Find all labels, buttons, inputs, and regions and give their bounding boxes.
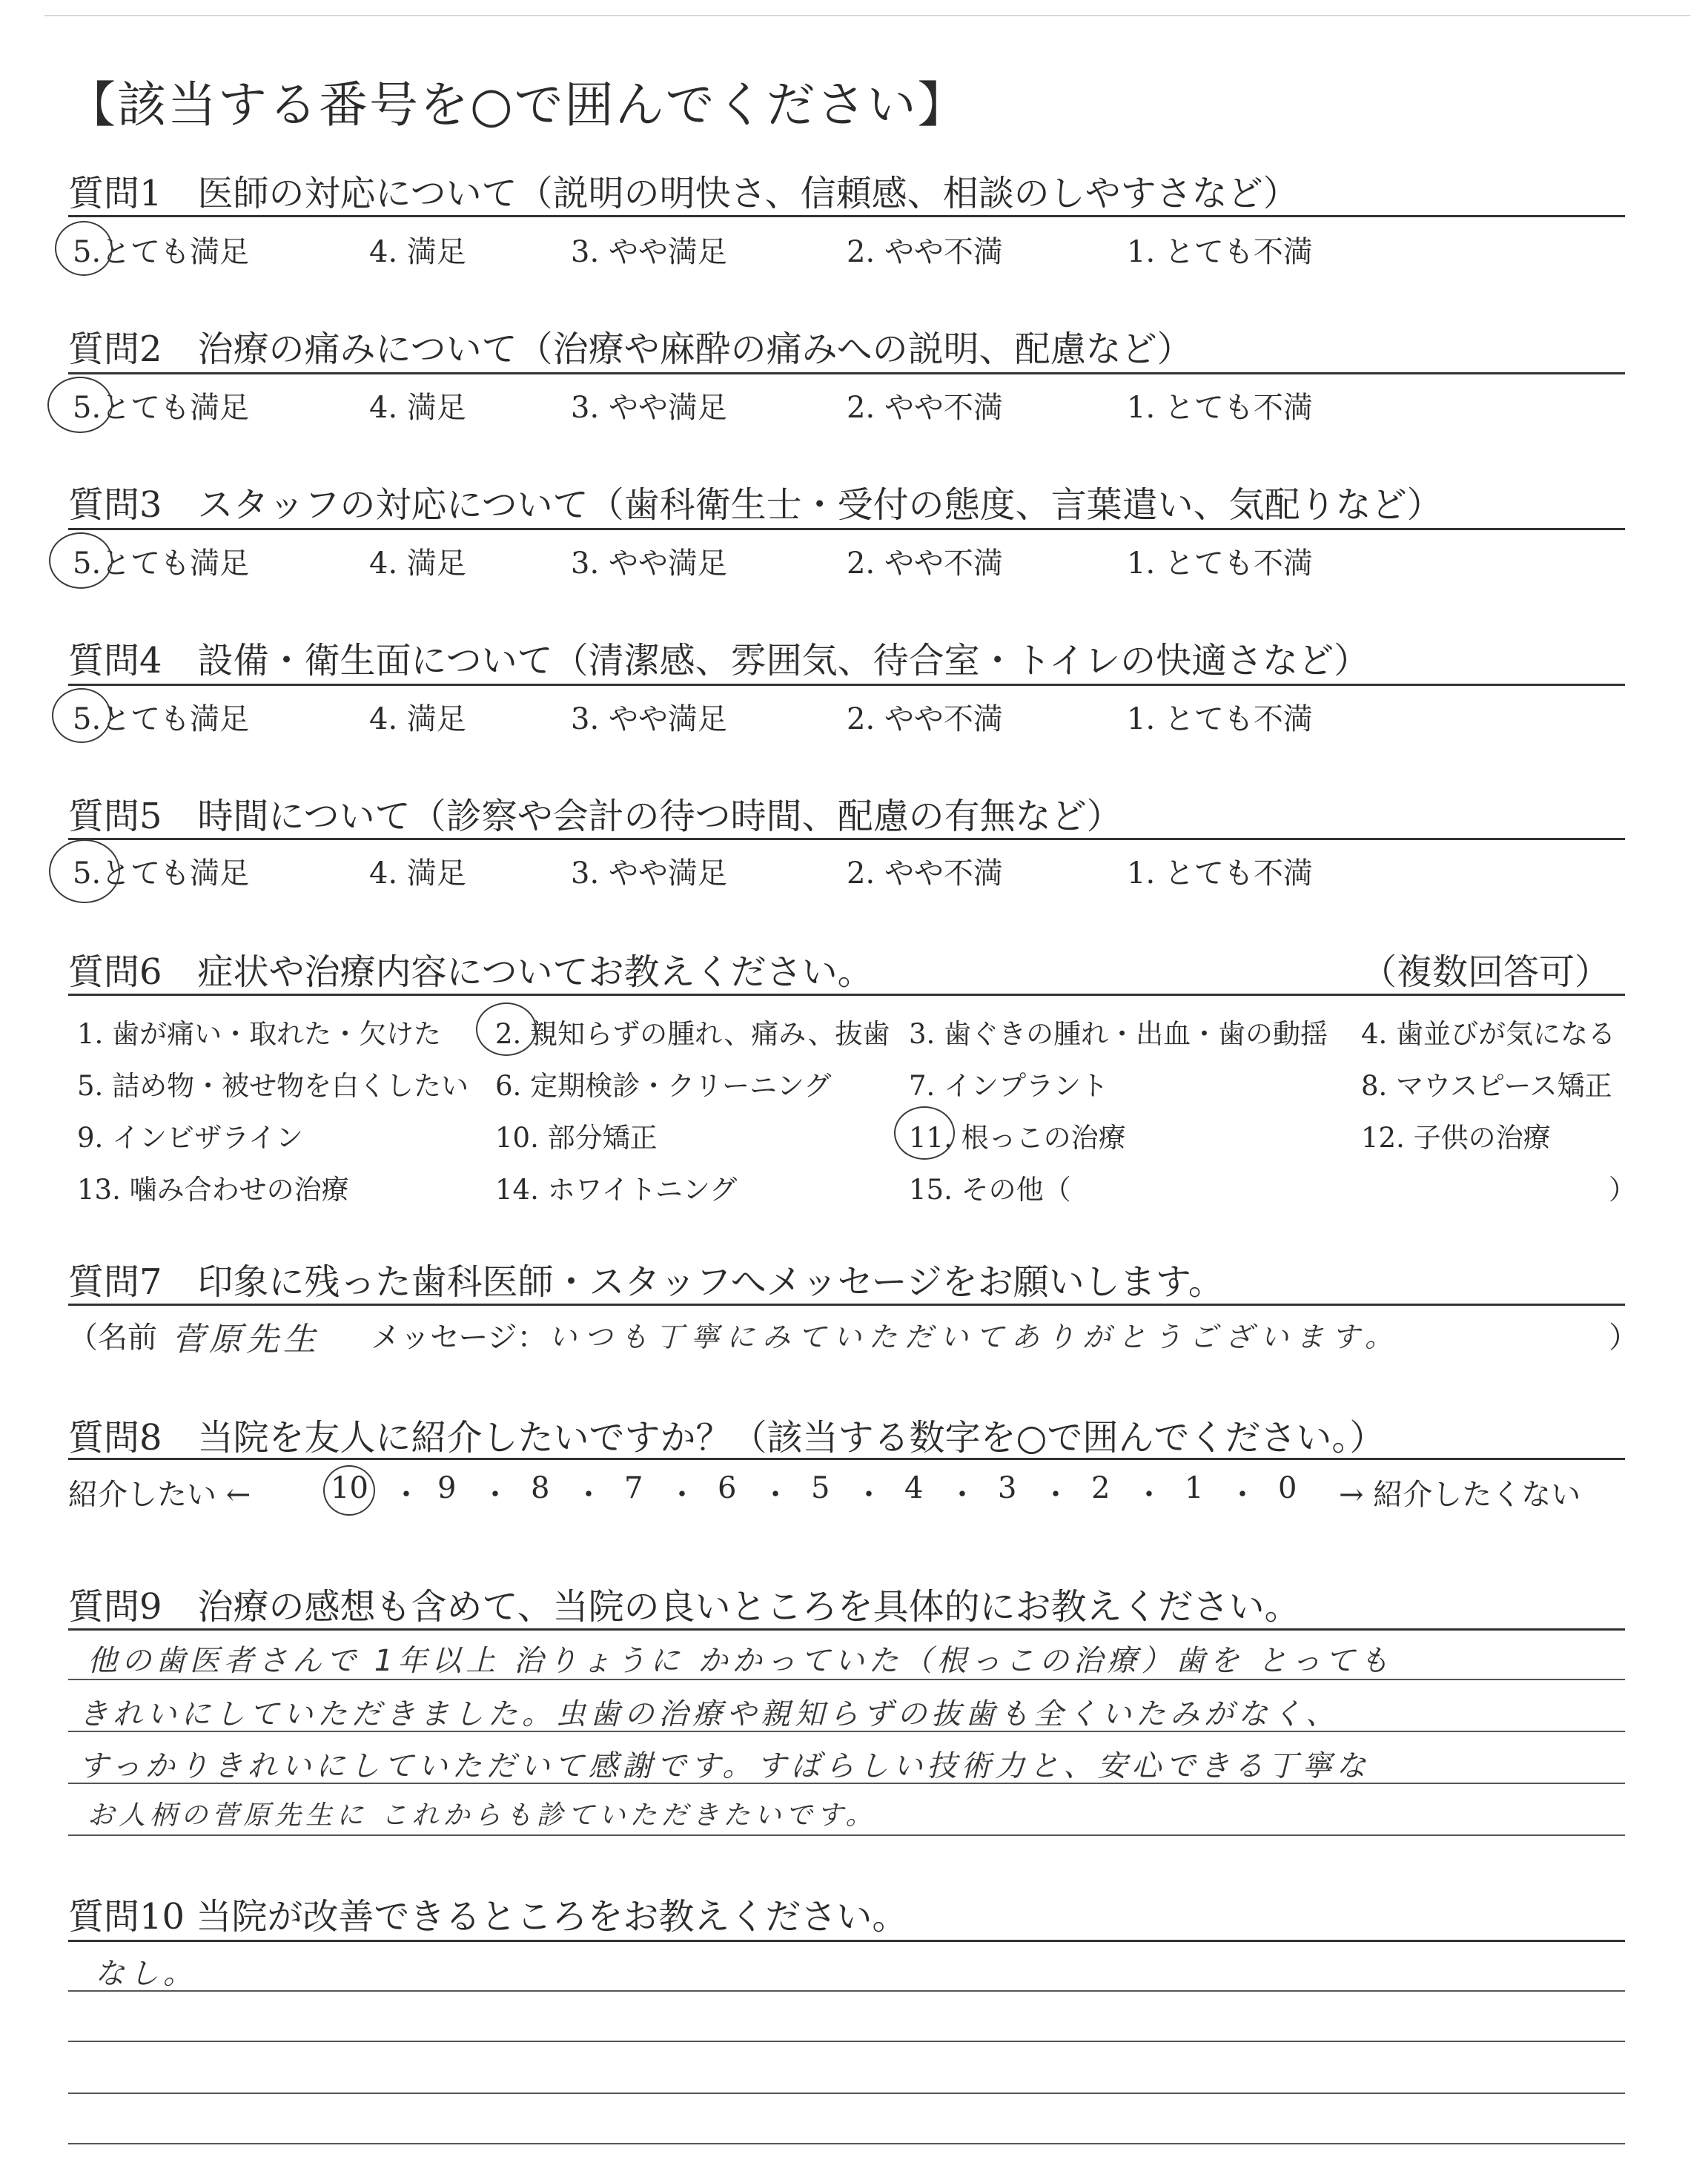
- q7-message-value[interactable]: いつも丁寧にみていただいてありがとうございます。: [549, 1321, 1400, 1353]
- q6-other-close: ）: [1609, 1174, 1636, 1206]
- q4-option-1[interactable]: 1. とても不満: [1127, 702, 1313, 736]
- q8-scale-9[interactable]: 9: [437, 1471, 457, 1505]
- q6-item-15[interactable]: 15. その他（: [909, 1174, 1071, 1206]
- q8-left-label: 紹介したい ←: [68, 1478, 251, 1512]
- q2-answer-circle: [47, 377, 113, 433]
- q9-writing-line: [68, 1834, 1625, 1836]
- q6-item-9[interactable]: 9. インビザライン: [77, 1122, 303, 1154]
- q3-option-1[interactable]: 1. とても不満: [1127, 546, 1313, 581]
- question-10-title: 質問10 当院が改善できるところをお教えください。: [68, 1896, 908, 1938]
- question-2-title: 質問2 治療の痛みについて（治療や麻酔の痛みへの説明、配慮など）: [68, 328, 1193, 370]
- q8-dot: ・: [947, 1478, 977, 1512]
- q8-dot: ・: [1134, 1478, 1164, 1512]
- q3-option-3[interactable]: 3. やや満足: [571, 546, 727, 581]
- q10-writing-line: [68, 2093, 1625, 2094]
- question-5-title: 質問5 時間について（診察や会計の待つ時間、配慮の有無など）: [68, 796, 1122, 837]
- q8-dot: ・: [1041, 1478, 1070, 1512]
- page-header: 【該当する番号を○で囲んでください】: [67, 76, 968, 133]
- q9-answer-line-1[interactable]: 他の歯医者さんで 1年以上 治りょうに かかっていた（根っこの治療）歯を とっても: [87, 1644, 1394, 1678]
- q8-answer-circle: [323, 1465, 375, 1516]
- q10-writing-line: [68, 2041, 1625, 2042]
- q8-scale-1[interactable]: 1: [1185, 1471, 1204, 1505]
- q9-answer-line-3[interactable]: すっかりきれいにしていただいて感謝です。すばらしい技術力と、安心できる丁寧な: [79, 1749, 1371, 1783]
- q2-option-2[interactable]: 2. やや不満: [847, 391, 1003, 425]
- q4-option-3[interactable]: 3. やや満足: [571, 702, 727, 736]
- q2-option-4[interactable]: 4. 満足: [369, 391, 466, 425]
- q5-option-2[interactable]: 2. やや不満: [847, 856, 1003, 891]
- q6-item-12[interactable]: 12. 子供の治療: [1361, 1122, 1551, 1154]
- q10-writing-line: [68, 1990, 1625, 1992]
- q10-writing-line: [68, 2143, 1625, 2144]
- q5-option-4[interactable]: 4. 満足: [369, 856, 466, 891]
- q7-message-label: メッセージ：: [371, 1321, 547, 1355]
- q9-writing-line: [68, 1783, 1625, 1784]
- q3-option-5[interactable]: 5.とても満足: [73, 546, 250, 581]
- q1-option-2[interactable]: 2. やや不満: [847, 235, 1003, 269]
- q8-dot: ・: [480, 1478, 510, 1512]
- q6-item-8[interactable]: 8. マウスピース矯正: [1361, 1070, 1612, 1102]
- question-7-rule: [68, 1304, 1625, 1306]
- question-5-rule: [68, 838, 1625, 840]
- q7-close-paren: ）: [1609, 1321, 1638, 1355]
- q6-item-6[interactable]: 6. 定期検診・クリーニング: [495, 1070, 832, 1102]
- q8-right-label: → 紹介したくない: [1339, 1478, 1581, 1512]
- q8-dot: ・: [1228, 1478, 1257, 1512]
- q9-writing-line: [68, 1679, 1625, 1680]
- q4-option-2[interactable]: 2. やや不満: [847, 702, 1003, 736]
- q6-item-2-circle: [476, 1003, 537, 1056]
- q1-option-3[interactable]: 3. やや満足: [571, 235, 727, 269]
- q8-scale-0[interactable]: 0: [1278, 1471, 1297, 1505]
- question-9-rule: [68, 1628, 1625, 1631]
- q3-option-2[interactable]: 2. やや不満: [847, 546, 1003, 581]
- q7-name-label: （名前: [68, 1321, 157, 1355]
- q9-writing-line: [68, 1731, 1625, 1732]
- q8-dot: ・: [854, 1478, 884, 1512]
- q6-item-4[interactable]: 4. 歯並びが気になる: [1361, 1018, 1616, 1050]
- q3-option-4[interactable]: 4. 満足: [369, 546, 466, 581]
- question-8-rule: [68, 1458, 1625, 1460]
- q8-scale-7[interactable]: 7: [624, 1471, 643, 1505]
- question-7-title: 質問7 印象に残った歯科医師・スタッフへメッセージをお願いします。: [68, 1261, 1224, 1303]
- q5-option-3[interactable]: 3. やや満足: [571, 856, 727, 891]
- question-6-rule: [68, 994, 1625, 996]
- question-1-rule: [68, 215, 1625, 217]
- q5-option-5[interactable]: 5.とても満足: [73, 856, 250, 891]
- q4-option-5[interactable]: 5.とても満足: [73, 702, 250, 736]
- q6-item-7[interactable]: 7. インプラント: [909, 1070, 1109, 1102]
- question-3-title: 質問3 スタッフの対応について（歯科衛生士・受付の態度、言葉遣い、気配りなど）: [68, 484, 1443, 526]
- q9-answer-line-4[interactable]: お人柄の菅原先生に これからも診ていただきたいです。: [87, 1800, 877, 1831]
- question-1-title: 質問1 医師の対応について（説明の明快さ、信頼感、相談のしやすさなど）: [68, 173, 1299, 214]
- q6-item-1[interactable]: 1. 歯が痛い・取れた・欠けた: [77, 1018, 442, 1050]
- q8-scale-4[interactable]: 4: [904, 1471, 924, 1505]
- q6-item-13[interactable]: 13. 噛み合わせの治療: [77, 1174, 349, 1206]
- q10-answer-line-1[interactable]: なし。: [95, 1957, 197, 1991]
- question-10-rule: [68, 1940, 1625, 1942]
- q6-item-14[interactable]: 14. ホワイトニング: [495, 1174, 738, 1206]
- q2-option-5[interactable]: 5.とても満足: [73, 391, 250, 425]
- q8-scale-10[interactable]: 10: [331, 1471, 368, 1505]
- q6-item-2[interactable]: 2. 親知らずの腫れ、痛み、抜歯: [495, 1018, 890, 1050]
- q8-scale-5[interactable]: 5: [811, 1471, 830, 1505]
- question-2-rule: [68, 372, 1625, 374]
- q1-answer-circle: [55, 221, 113, 276]
- q9-answer-line-2[interactable]: きれいにしていただきました。虫歯の治療や親知らずの抜歯も全くいたみがなく、: [79, 1697, 1340, 1731]
- question-3-rule: [68, 528, 1625, 530]
- question-4-rule: [68, 684, 1625, 686]
- q8-dot: ・: [391, 1478, 421, 1512]
- q3-answer-circle: [49, 532, 113, 589]
- q4-option-4[interactable]: 4. 満足: [369, 702, 466, 736]
- q4-answer-circle: [52, 688, 111, 743]
- q8-scale-6[interactable]: 6: [718, 1471, 737, 1505]
- question-6-note: （複数回答可）: [1361, 951, 1611, 993]
- q8-scale-3[interactable]: 3: [998, 1471, 1017, 1505]
- q8-scale-8[interactable]: 8: [531, 1471, 550, 1505]
- q1-option-4[interactable]: 4. 満足: [369, 235, 466, 269]
- question-4-title: 質問4 設備・衛生面について（清潔感、雰囲気、待合室・トイレの快適さなど）: [68, 640, 1370, 681]
- q2-option-1[interactable]: 1. とても不満: [1127, 391, 1313, 425]
- q1-option-5[interactable]: 5.とても満足: [73, 235, 250, 269]
- q8-scale-2[interactable]: 2: [1091, 1471, 1110, 1505]
- q6-item-3[interactable]: 3. 歯ぐきの腫れ・出血・歯の動揺: [909, 1018, 1328, 1050]
- q6-item-5[interactable]: 5. 詰め物・被せ物を白くしたい: [77, 1070, 469, 1102]
- question-6-title: 質問6 症状や治療内容についてお教えください。: [68, 951, 873, 993]
- q2-option-3[interactable]: 3. やや満足: [571, 391, 727, 425]
- q6-item-10[interactable]: 10. 部分矯正: [495, 1122, 658, 1154]
- q8-dot: ・: [667, 1478, 697, 1512]
- top-edge-line: [44, 15, 1690, 16]
- q8-dot: ・: [761, 1478, 790, 1512]
- q6-item-11[interactable]: 11. 根っこの治療: [909, 1122, 1126, 1154]
- q7-name-value[interactable]: 菅原先生: [172, 1321, 320, 1358]
- q5-option-1[interactable]: 1. とても不満: [1127, 856, 1313, 891]
- q6-item-11-circle: [894, 1106, 955, 1160]
- q5-answer-circle: [49, 839, 120, 903]
- question-8-title: 質問8 当院を友人に紹介したいですか？（該当する数字を○で囲んでください。）: [68, 1417, 1386, 1459]
- q1-option-1[interactable]: 1. とても不満: [1127, 235, 1313, 269]
- question-9-title: 質問9 治療の感想も含めて、当院の良いところを具体的にお教えください。: [68, 1586, 1300, 1628]
- q8-dot: ・: [574, 1478, 603, 1512]
